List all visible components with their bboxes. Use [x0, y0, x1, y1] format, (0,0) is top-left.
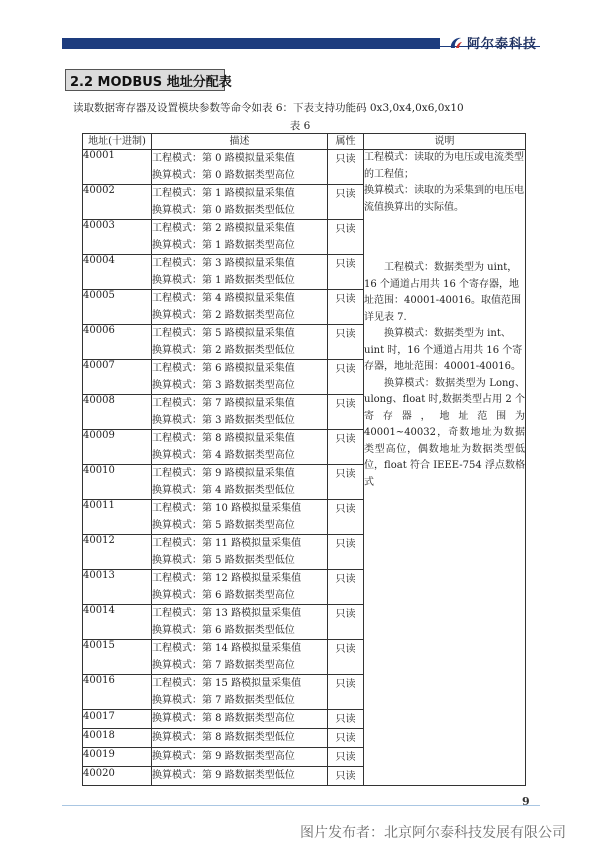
footer-rule [62, 805, 540, 806]
register-description [152, 748, 328, 767]
description-line: 换算模式：第 5 路数据类型高位 [152, 520, 295, 531]
notes-cell [364, 150, 526, 786]
header-description: 描述 [152, 134, 328, 150]
register-attribute: 只读 [328, 500, 364, 535]
note-paragraph: 工程模式：读取的为电压或电流类型的工程值； [364, 152, 524, 180]
section-title: 2.2 MODBUS 地址分配表 [70, 74, 232, 90]
register-address: 40014 [83, 605, 152, 640]
register-description [152, 605, 328, 640]
description-line: 换算模式：第 4 路数据类型高位 [152, 450, 295, 461]
description-line: 工程模式：第 5 路模拟量采集值 [152, 328, 295, 339]
register-address: 40003 [83, 220, 152, 255]
register-address: 40008 [83, 395, 152, 430]
note-spacer [364, 216, 525, 260]
page-number: 9 [522, 795, 530, 808]
description-line: 换算模式：第 7 路数据类型高位 [152, 660, 295, 671]
description-line: 工程模式：第 13 路模拟量采集值 [152, 608, 302, 619]
description-line: 换算模式：第 1 路数据类型高位 [152, 240, 295, 251]
note-paragraph: 工程模式：数据类型为 uint，16 个通道占用共 16 个寄存器，地址范围：40001-40016。取值范围详见表 7. [364, 262, 522, 323]
register-attribute: 只读 [328, 535, 364, 570]
register-description [152, 675, 328, 710]
register-attribute: 只读 [328, 255, 364, 290]
register-address: 40018 [83, 729, 152, 748]
section-heading-box [65, 69, 232, 91]
modbus-address-table [82, 133, 526, 786]
register-attribute: 只读 [328, 710, 364, 729]
register-attribute: 只读 [328, 767, 364, 786]
table-header-row [83, 134, 526, 150]
register-attribute: 只读 [328, 395, 364, 430]
description-line: 换算模式：第 7 路数据类型低位 [152, 695, 295, 706]
register-description [152, 150, 328, 185]
register-address: 40011 [83, 500, 152, 535]
register-attribute: 只读 [328, 748, 364, 767]
register-attribute: 只读 [328, 675, 364, 710]
description-line: 工程模式：第 0 路模拟量采集值 [152, 153, 295, 164]
register-description [152, 395, 328, 430]
description-line: 工程模式：第 1 路模拟量采集值 [152, 188, 295, 199]
note-paragraph: 换算模式：数据类型为 int、uint 时，16 个通道占用共 16 个寄存器，地址范围：40001-40016。 [364, 328, 523, 372]
register-description [152, 570, 328, 605]
description-line: 换算模式：第 0 路数据类型高位 [152, 170, 295, 181]
register-address: 40019 [83, 748, 152, 767]
register-attribute: 只读 [328, 290, 364, 325]
register-attribute: 只读 [328, 185, 364, 220]
register-attribute: 只读 [328, 430, 364, 465]
header-notes: 说明 [364, 134, 526, 150]
brand-name: 阿尔泰科技 [467, 37, 538, 52]
register-address: 40005 [83, 290, 152, 325]
register-address: 40012 [83, 535, 152, 570]
description-line: 换算模式：第 4 路数据类型低位 [152, 485, 295, 496]
description-line: 换算模式：第 2 路数据类型低位 [152, 345, 295, 356]
description-line: 工程模式：第 14 路模拟量采集值 [152, 643, 302, 654]
register-attribute: 只读 [328, 605, 364, 640]
description-line: 换算模式：第 8 路数据类型低位 [152, 732, 295, 743]
description-line: 工程模式：第 8 路模拟量采集值 [152, 433, 295, 444]
register-attribute: 只读 [328, 360, 364, 395]
description-line: 换算模式：第 9 路数据类型高位 [152, 751, 295, 762]
register-description [152, 255, 328, 290]
register-description [152, 729, 328, 748]
description-line: 换算模式：第 0 路数据类型低位 [152, 205, 295, 216]
register-description [152, 500, 328, 535]
description-line: 工程模式：第 4 路模拟量采集值 [152, 293, 295, 304]
register-attribute: 只读 [328, 150, 364, 185]
description-line: 换算模式：第 5 路数据类型低位 [152, 555, 295, 566]
description-line: 换算模式：第 2 路数据类型高位 [152, 310, 295, 321]
register-description [152, 430, 328, 465]
description-line: 换算模式：第 6 路数据类型低位 [152, 625, 295, 636]
description-line: 工程模式：第 15 路模拟量采集值 [152, 678, 302, 689]
header-attribute: 属性 [328, 134, 364, 150]
header-address: 地址(十进制) [83, 134, 152, 150]
table-row [83, 150, 526, 185]
register-attribute: 只读 [328, 570, 364, 605]
register-address: 40013 [83, 570, 152, 605]
register-description [152, 360, 328, 395]
note-paragraph: 换算模式：读取的为采集到的电压电流值换算出的实际值。 [364, 185, 524, 213]
description-line: 换算模式：第 8 路数据类型高位 [152, 713, 295, 724]
brand-logo [448, 33, 537, 52]
note-paragraph: 换算模式：数据类型为 Long、ulong、float 时,数据类型占用 2 个寄存器，地址范围为 40001~40032，奇数地址为数据类型高位，偶数地址为数据类型低位，float 符合 IEEE-754 浮点数格式 [364, 377, 525, 488]
register-address: 40002 [83, 185, 152, 220]
register-address: 40007 [83, 360, 152, 395]
header-bar [62, 38, 440, 49]
description-line: 工程模式：第 12 路模拟量采集值 [152, 573, 302, 584]
register-description [152, 767, 328, 786]
description-line: 工程模式：第 11 路模拟量采集值 [152, 538, 302, 549]
register-address: 40009 [83, 430, 152, 465]
description-line: 工程模式：第 3 路模拟量采集值 [152, 258, 295, 269]
description-line: 工程模式：第 6 路模拟量采集值 [152, 363, 295, 374]
description-line: 工程模式：第 2 路模拟量采集值 [152, 223, 295, 234]
description-line: 换算模式：第 9 路数据类型低位 [152, 770, 295, 781]
publisher-watermark: 图片发布者：北京阿尔泰科技发展有限公司 [300, 825, 566, 841]
register-attribute: 只读 [328, 220, 364, 255]
description-line: 换算模式：第 1 路数据类型低位 [152, 275, 295, 286]
register-address: 40006 [83, 325, 152, 360]
description-line: 工程模式：第 7 路模拟量采集值 [152, 398, 295, 409]
register-address: 40016 [83, 675, 152, 710]
description-line: 换算模式：第 3 路数据类型高位 [152, 380, 295, 391]
register-attribute: 只读 [328, 465, 364, 500]
register-address: 40001 [83, 150, 152, 185]
register-address: 40020 [83, 767, 152, 786]
register-attribute: 只读 [328, 729, 364, 748]
register-description [152, 465, 328, 500]
description-line: 换算模式：第 6 路数据类型高位 [152, 590, 295, 601]
description-line: 工程模式：第 9 路模拟量采集值 [152, 468, 295, 479]
register-address: 40015 [83, 640, 152, 675]
register-address: 40010 [83, 465, 152, 500]
register-attribute: 只读 [328, 640, 364, 675]
register-description [152, 185, 328, 220]
register-address: 40004 [83, 255, 152, 290]
table-body [83, 150, 526, 786]
register-description [152, 325, 328, 360]
register-address: 40017 [83, 710, 152, 729]
description-line: 换算模式：第 3 路数据类型低位 [152, 415, 295, 426]
register-attribute: 只读 [328, 325, 364, 360]
intro-text: 读取数据寄存器及设置模块参数等命令如表 6：下表支持功能码 0x3,0x4,0x6,0x10 [73, 102, 464, 114]
register-description [152, 640, 328, 675]
description-line: 工程模式：第 10 路模拟量采集值 [152, 503, 302, 514]
altai-swirl-icon [448, 35, 464, 51]
table-caption: 表 6 [289, 120, 311, 132]
register-description [152, 535, 328, 570]
register-description [152, 710, 328, 729]
register-description [152, 290, 328, 325]
register-description [152, 220, 328, 255]
